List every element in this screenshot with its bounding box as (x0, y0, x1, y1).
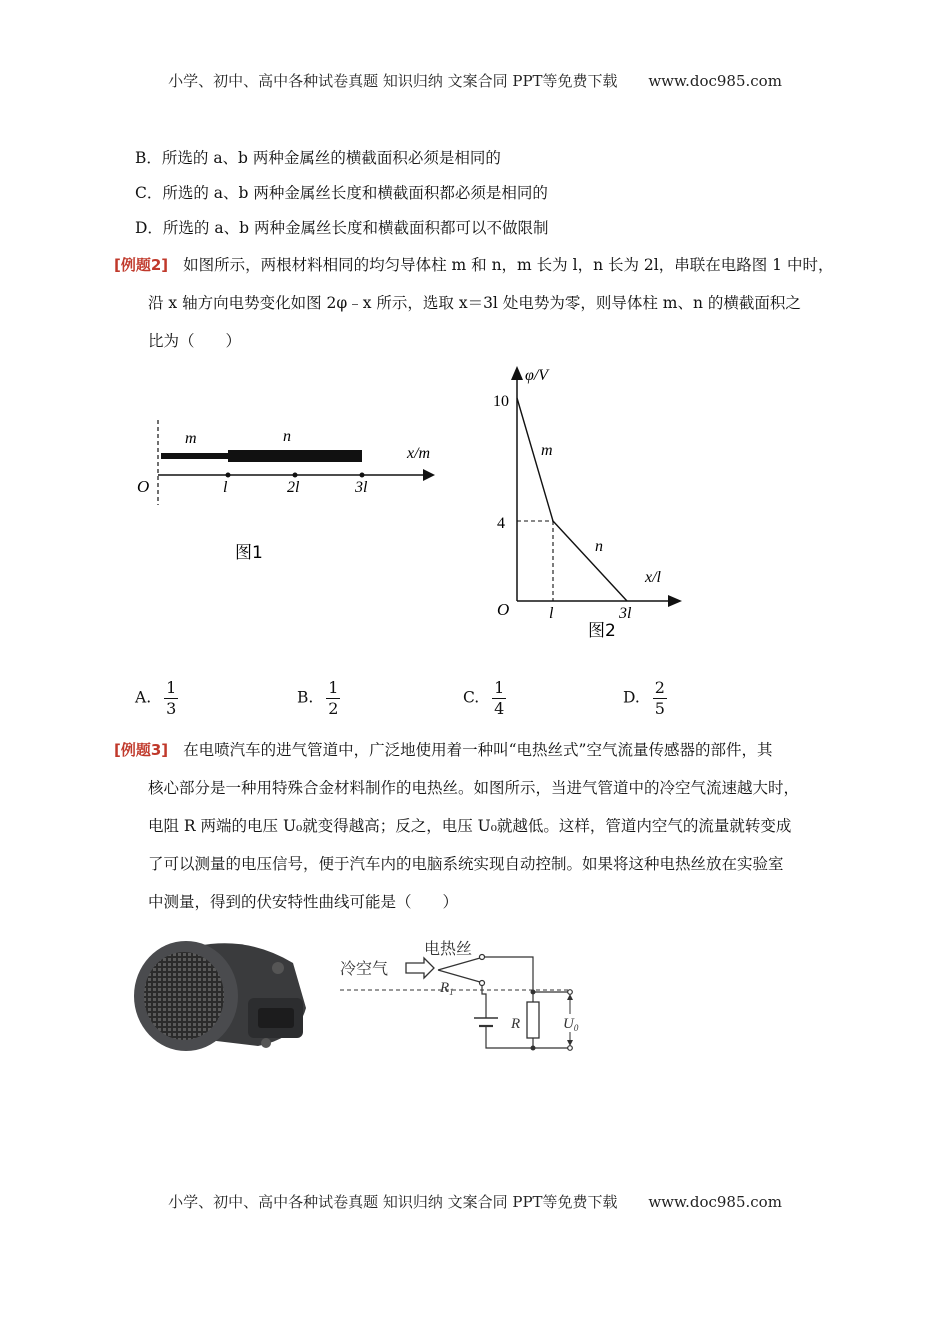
r1-label (439, 980, 454, 997)
sensor-bolt (261, 1038, 271, 1048)
u0-arrowhead-down-icon (567, 1040, 573, 1046)
q2-line2: 沿 x 轴方向电势变化如图 2φ﹣x 所示，选取 x＝3l 处电势为零，则导体柱 m、n 的横截面积之 (148, 294, 801, 312)
fraction (653, 678, 667, 719)
q2-line3: 比为（ ） (148, 332, 242, 350)
q3-line4: 了可以测量的电压信号，便于汽车内的电脑系统实现自动控制。如果将这种电热丝放在实验室 (148, 855, 784, 873)
fig1-arrow-icon (423, 469, 435, 481)
numerator: 2 (654, 678, 665, 697)
fig2-label-n: n (595, 538, 603, 555)
q2-option-a (135, 678, 178, 719)
denominator: 2 (328, 699, 339, 718)
option-letter: B. (297, 688, 314, 707)
q2-line1 (114, 253, 833, 275)
u0-letter: U (563, 1016, 574, 1032)
option-letter: A. (135, 688, 152, 707)
wire-battery (482, 986, 486, 1018)
page-header (0, 70, 950, 91)
air-arrow-icon (406, 958, 434, 978)
denominator: 4 (494, 699, 505, 718)
r1-subscript: 1 (449, 987, 454, 997)
fig2-y10: 10 (493, 393, 509, 410)
sensor-photo (128, 928, 313, 1058)
resistor-r (527, 1002, 539, 1038)
q3-line1 (114, 738, 772, 760)
fig2-segment-n (553, 521, 627, 601)
denominator: 5 (654, 699, 665, 718)
r-label: R (511, 1016, 521, 1032)
fig2-x-label: x/l (645, 569, 661, 586)
fig2-tick-3l: 3l (619, 605, 632, 622)
fig2-caption: 图2 (588, 621, 616, 641)
fig2-origin: O (497, 600, 510, 619)
header-text: 小学、初中、高中各种试卷真题 知识归纳 文案合同 PPT等免费下载 (168, 72, 618, 90)
q2-tag: [例题2] (114, 256, 169, 274)
option-letter: C. (463, 688, 480, 707)
wire-upper (438, 958, 480, 970)
footer-site: www.doc985.com (648, 1193, 782, 1211)
fig1-axis-label: x/m (407, 445, 431, 462)
q3-line2: 核心部分是一种用特殊合金材料制作的电热丝。如图所示，当进气管道中的冷空气流速越大时， (148, 779, 800, 797)
option-b: B．所选的 a、b 两种金属丝的横截面积必须是相同的 (135, 149, 501, 167)
fig1-conductor-n (228, 450, 362, 462)
fig2-y-arrow-icon (511, 366, 523, 380)
u0-arrowhead-up-icon (567, 994, 573, 1000)
r1-letter: R (440, 980, 450, 996)
q2-option-d (623, 678, 667, 719)
heat-wire-label: 电热丝 (424, 939, 473, 958)
terminal-upper (480, 955, 485, 960)
q2-option-c (463, 678, 506, 719)
page-footer (0, 1191, 950, 1212)
fig1-tick-2l-label: 2l (287, 479, 300, 496)
fraction (326, 678, 340, 719)
fig1-tick-l (226, 473, 231, 478)
numerator: 1 (328, 678, 339, 697)
sensor-connector-slot (258, 1008, 294, 1028)
fraction (164, 678, 178, 719)
figure-1 (125, 410, 455, 580)
q3-line3: 电阻 R 两端的电压 U₀就变得越高；反之，电压 U₀就越低。这样，管道内空气的流量就转变成 (148, 817, 792, 835)
q3-text1: 在电喷汽车的进气管道中，广泛地使用着一种叫“电热丝式”空气流量传感器的部件，其 (183, 741, 773, 759)
circuit-diagram (338, 934, 588, 1060)
fig2-y4: 4 (497, 515, 505, 532)
option-c: C．所选的 a、b 两种金属丝长度和横截面积都必须是相同的 (135, 184, 548, 202)
fig2-x-arrow-icon (668, 595, 682, 607)
fig1-tick-3l-label: 3l (355, 479, 368, 496)
fig2-label-m: m (541, 442, 553, 459)
fig2-segment-m (517, 398, 553, 521)
u0-label (563, 1016, 579, 1033)
numerator: 1 (494, 678, 505, 697)
denominator: 3 (166, 699, 177, 718)
q3-tag: [例题3] (114, 741, 169, 759)
fig1-label-m: m (185, 430, 197, 447)
fig1-tick-l-label: l (223, 479, 228, 496)
figure-2 (485, 360, 695, 650)
sensor-bolt (272, 962, 284, 974)
option-letter: D. (623, 688, 640, 707)
fig1-origin: O (137, 477, 150, 496)
fraction (492, 678, 506, 719)
u0-terminal-top (568, 990, 573, 995)
header-site: www.doc985.com (648, 72, 782, 90)
terminal-lower (480, 981, 485, 986)
fig2-tick-l: l (549, 605, 554, 622)
fig1-label-n: n (283, 428, 291, 445)
numerator: 1 (166, 678, 177, 697)
fig1-caption: 图1 (235, 543, 263, 563)
wire-top (484, 957, 533, 992)
q2-text1: 如图所示，两根材料相同的均匀导体柱 m 和 n，m 长为 l，n 长为 2l，串联在电路图 1 中时， (183, 256, 834, 274)
q3-line5: 中测量，得到的伏安特性曲线可能是（ ） (148, 893, 459, 911)
sensor-mesh (144, 952, 224, 1040)
u0-terminal-bottom (568, 1046, 573, 1051)
q2-option-b (297, 678, 340, 719)
cold-air-label: 冷空气 (340, 959, 389, 978)
option-d: D．所选的 a、b 两种金属丝长度和横截面积都可以不做限制 (135, 219, 549, 237)
fig2-y-label: φ/V (525, 367, 549, 384)
fig1-conductor-m (161, 453, 228, 459)
u0-subscript: 0 (573, 1023, 579, 1033)
fig1-tick-2l (293, 473, 298, 478)
fig1-tick-3l (360, 473, 365, 478)
footer-text: 小学、初中、高中各种试卷真题 知识归纳 文案合同 PPT等免费下载 (168, 1193, 618, 1211)
